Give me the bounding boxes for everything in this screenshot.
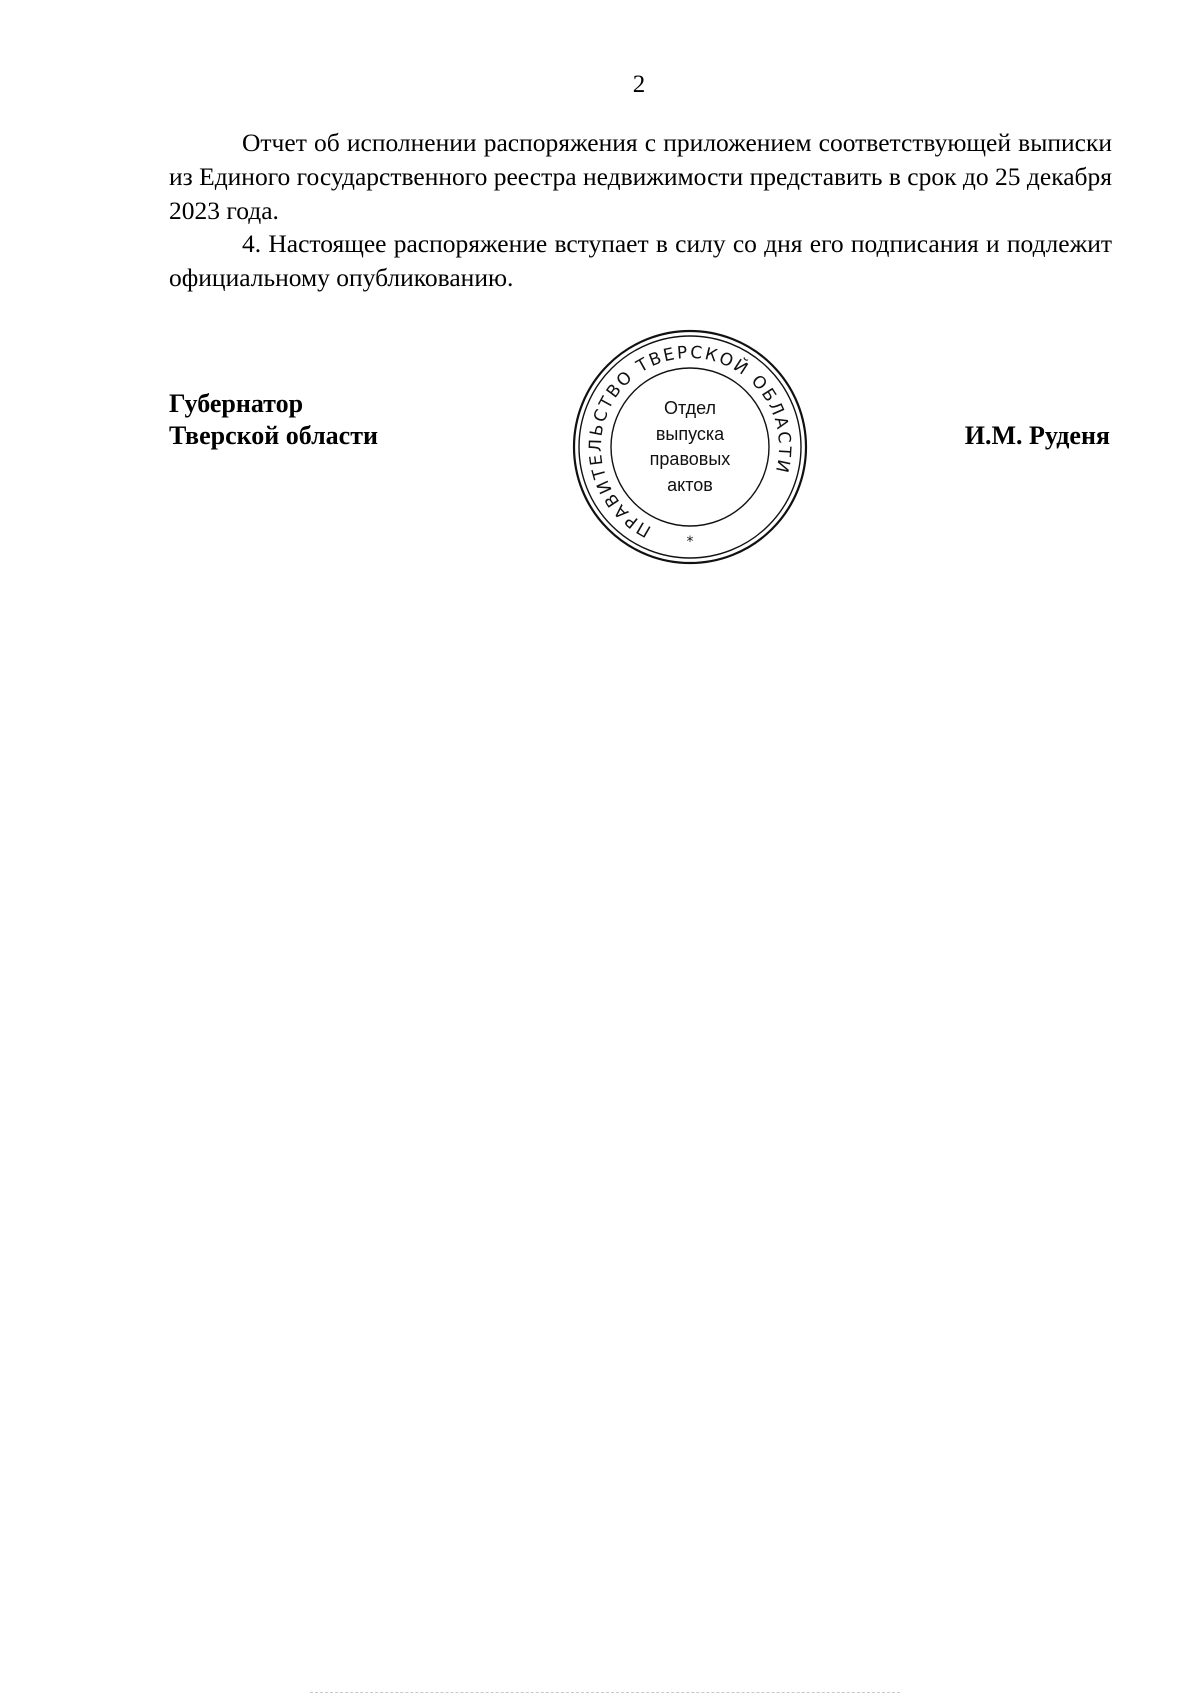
stamp-center-line: Отдел [663, 398, 717, 418]
stamp-star: * [686, 534, 694, 550]
paragraph-text: 4. Настоящее распоряжение вступает в силу со дня его подписания и подлежит официальному опубликованию. [169, 229, 1112, 292]
signatory-name: И.М. Руденя [964, 421, 1110, 450]
page-number: 2 [632, 71, 646, 98]
paragraph-effective [169, 227, 1112, 295]
stamp-arc-textpath: ПРАВИТЕЛЬСТВО ТВЕРСКОЙ ОБЛАСТИ [585, 342, 795, 541]
signatory-title [169, 388, 378, 452]
stamp-center-text [571, 396, 809, 498]
paragraph-report [169, 126, 1112, 228]
signatory-title-line1: Губернатор [169, 389, 304, 418]
stamp-center-line: актов [667, 474, 713, 495]
page-bottom-edge [310, 1692, 900, 1693]
official-stamp [571, 328, 809, 566]
stamp-center-line: правовых [649, 449, 731, 469]
stamp-center-line: выпуска [655, 423, 725, 444]
paragraph-text: Отчет об исполнении распоряжения с приложением соответствующей выписки из Единого государственного реестра недвижимости представить в срок до 25 декабря 2023 года. [169, 128, 1112, 225]
signatory-title-line2: Тверской области [169, 421, 378, 450]
